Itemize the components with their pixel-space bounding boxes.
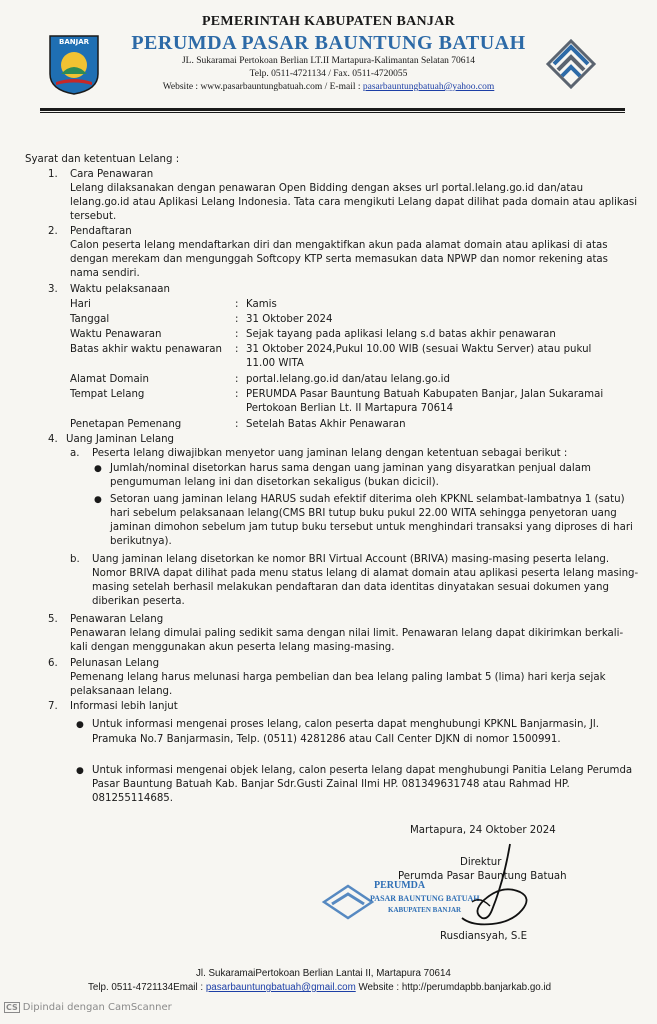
bullet-icon: ●	[76, 766, 84, 776]
bullet-icon: ●	[76, 720, 84, 730]
section-number: 1.	[48, 169, 58, 180]
subsection-line: Nomor BRIVA dapat dilihat pada menu status lelang di alamat domain atau aplikasi peserta lelang masing-	[92, 568, 639, 579]
schedule-colon: :	[235, 314, 239, 325]
section-line: kali dengan menggunakan akun peserta lelang masing-masing.	[70, 642, 395, 653]
schedule-value: PERUMDA Pasar Bauntung Batuah Kabupaten Banjar, Jalan Sukaramai	[246, 389, 604, 400]
bullet-line: Untuk informasi mengenai proses lelang, calon peserta dapat menghubungi KPKNL Banjarmasin, Jl.	[92, 719, 599, 730]
signer-name: Rusdiansyah, S.E	[440, 931, 528, 942]
bullet-line: Untuk informasi mengenai objek lelang, calon peserta lelang dapat menghubungi Panitia Lelang Perumda	[92, 765, 633, 776]
intro-text: Syarat dan ketentuan Lelang :	[25, 154, 180, 165]
place-date: Martapura, 24 Oktober 2024	[410, 825, 556, 836]
schedule-value: portal.lelang.go.id dan/atau lelang.go.id	[246, 374, 450, 385]
schedule-colon: :	[235, 419, 239, 430]
stamp-text: KABUPATEN BANJAR	[388, 906, 462, 914]
section-title: Pelunasan Lelang	[70, 658, 160, 669]
footer-website: Website : http://perumdapbb.banjarkab.go.id	[355, 982, 552, 993]
footer-phone: Telp. 0511-4721134Email :	[88, 982, 206, 993]
bullet-line: pengumuman lelang ini dan disetorkan sekaligus (bukan dicicil).	[110, 477, 439, 488]
bullet-line: hari sebelum pelaksanaan lelang(CMS BRI tutup buku pukul 22.00 WITA sehingga penyetoran uang	[110, 508, 617, 519]
section-title: Pendaftaran	[70, 226, 132, 237]
section-line: lelang.go.id atau Aplikasi Lelang Indonesia. Tata cara mengikuti Lelang dapat dilihat pada domain atau aplikasi	[70, 197, 638, 208]
bullet-line: 081255114685.	[92, 793, 174, 804]
signer-organization: Perumda Pasar Bauntung Batuah	[398, 871, 567, 882]
schedule-label: Tanggal	[70, 314, 110, 325]
schedule-label: Waktu Penawaran	[70, 329, 162, 340]
bullet-line: Setoran uang jaminan lelang HARUS sudah efektif diterima oleh KPKNL selambat-lambatnya 1 (satu)	[110, 494, 625, 505]
header-rule	[40, 108, 625, 111]
section-title: Waktu pelaksanaan	[70, 284, 170, 295]
company-phone: Telp. 0511-4721134 / Fax. 0511-4720055	[249, 69, 408, 79]
schedule-value: Sejak tayang pada aplikasi lelang s.d batas akhir penawaran	[246, 329, 556, 340]
schedule-colon: :	[235, 344, 239, 355]
schedule-label: Batas akhir waktu penawaran	[70, 344, 222, 355]
website-label: Website : www.pasarbauntungbatuah.com / E-mail :	[162, 82, 363, 92]
scanner-text: Dipindai dengan CamScanner	[22, 1002, 172, 1013]
section-line: nama sendiri.	[70, 268, 140, 279]
subsection-line: diberikan peserta.	[92, 596, 185, 607]
section-line: pelaksanaan lelang.	[70, 686, 173, 697]
schedule-value: Pertokoan Berlian Lt. II Martapura 70614	[246, 403, 454, 414]
section-number: 6.	[48, 658, 58, 669]
section-number: 7.	[48, 701, 58, 712]
signer-position: Direktur	[460, 857, 502, 868]
company-address: JL. Sukaramai Pertokoan Berlian LT.II Martapura-Kalimantan Selatan 70614	[181, 56, 476, 66]
bullet-line: berikutnya).	[110, 536, 172, 547]
section-line: Calon peserta lelang mendaftarkan diri dan mengaktifkan akun pada alamat domain atau aplikasi di atas	[70, 240, 608, 251]
section-title: Cara Penawaran	[70, 169, 154, 180]
footer-address: Jl. SukaramaiPertokoan Berlian Lantai II, Martapura 70614	[196, 968, 451, 979]
schedule-colon: :	[235, 299, 239, 310]
section-number: 5.	[48, 614, 58, 625]
subsection-letter: a.	[70, 448, 80, 459]
logo-label: BANJAR	[58, 38, 90, 46]
schedule-label: Tempat Lelang	[70, 389, 145, 400]
subsection-line: Peserta lelang diwajibkan menyetor uang jaminan lelang dengan ketentuan sebagai berikut :	[92, 448, 568, 459]
company-name: PERUMDA PASAR BAUNTUNG BATUAH	[131, 32, 526, 54]
section-number: 2.	[48, 226, 58, 237]
section-line: Pemenang lelang harus melunasi harga pembelian dan bea lelang paling lambat 5 (lima) hari kerja sejak	[70, 672, 606, 683]
bullet-icon: ●	[94, 464, 102, 474]
subsection-letter: b.	[70, 554, 80, 565]
subsection-line: Uang jaminan lelang disetorkan ke nomor BRI Virtual Account (BRIVA) masing-masing peserta lelang.	[92, 554, 610, 565]
schedule-value: Kamis	[246, 299, 277, 310]
bullet-line: Pramuka No.7 Banjarmasin, Telp. (0511) 4281286 atau Call Center DJKN di nomor 1500991.	[92, 734, 561, 745]
schedule-label: Hari	[70, 299, 91, 310]
schedule-label: Penetapan Pemenang	[70, 419, 182, 430]
schedule-value: 11.00 WITA	[246, 358, 304, 369]
schedule-colon: :	[235, 329, 239, 340]
section-title: Penawaran Lelang	[70, 614, 164, 625]
handwritten-signature	[432, 840, 542, 930]
footer-contact	[88, 981, 551, 995]
section-title: Uang Jaminan Lelang	[66, 434, 175, 445]
section-number: 3.	[48, 284, 58, 295]
email-link[interactable]: pasarbauntungbatuah@yahoo.com	[362, 82, 495, 92]
section-line: Lelang dilaksanakan dengan penawaran Open Bidding dengan akses url portal.lelang.go.id dan/atau	[70, 183, 584, 194]
scanner-watermark	[4, 1002, 172, 1013]
government-name: PEMERINTAH KABUPATEN BANJAR	[201, 14, 456, 29]
stamp-text: PASAR BAUNTUNG BATUAH	[370, 894, 480, 903]
schedule-colon: :	[235, 389, 239, 400]
section-line: tersebut.	[70, 211, 117, 222]
section-title: Informasi lebih lanjut	[70, 701, 178, 712]
schedule-value: Setelah Batas Akhir Penawaran	[246, 419, 406, 430]
bullet-line: jaminan dimohon sebelum jam tutup buku tersebut untuk menghindari transaksi yang diproses di hari	[110, 522, 633, 533]
stamp-text: PERUMDA	[374, 880, 426, 891]
header-rule-thin	[40, 112, 625, 113]
scanner-badge: CS	[6, 1003, 18, 1012]
schedule-value: 31 Oktober 2024	[246, 314, 333, 325]
section-line: dengan merekam dan mengunggah Softcopy KTP serta memasukan data NPWP dan nomor rekening atas	[70, 254, 608, 265]
schedule-label: Alamat Domain	[70, 374, 149, 385]
section-line: Penawaran lelang dimulai paling sedikit sama dengan nilai limit. Penawaran lelang dapat dikirimkan berkali-	[70, 628, 624, 639]
schedule-colon: :	[235, 374, 239, 385]
section-number: 4.	[48, 434, 58, 445]
bullet-line: Pasar Bauntung Batuah Kab. Banjar Sdr.Gusti Zainal Ilmi HP. 081349631748 atau Rahmad HP.	[92, 779, 570, 790]
bullet-icon: ●	[94, 495, 102, 505]
company-logo	[540, 36, 602, 92]
subsection-line: masing setelah berhasil melakukan pendaftaran dan data identitas dinyatakan sesuai dokumen yang	[92, 582, 609, 593]
bullet-line: Jumlah/nominal disetorkan harus sama dengan uang jaminan yang disyaratkan penjual dalam	[110, 463, 591, 474]
schedule-value: 31 Oktober 2024,Pukul 10.00 WIB (sesuai Waktu Server) atau pukul	[246, 344, 592, 355]
footer-email-link[interactable]: pasarbauntungbatuah@gmail.com	[205, 982, 356, 993]
